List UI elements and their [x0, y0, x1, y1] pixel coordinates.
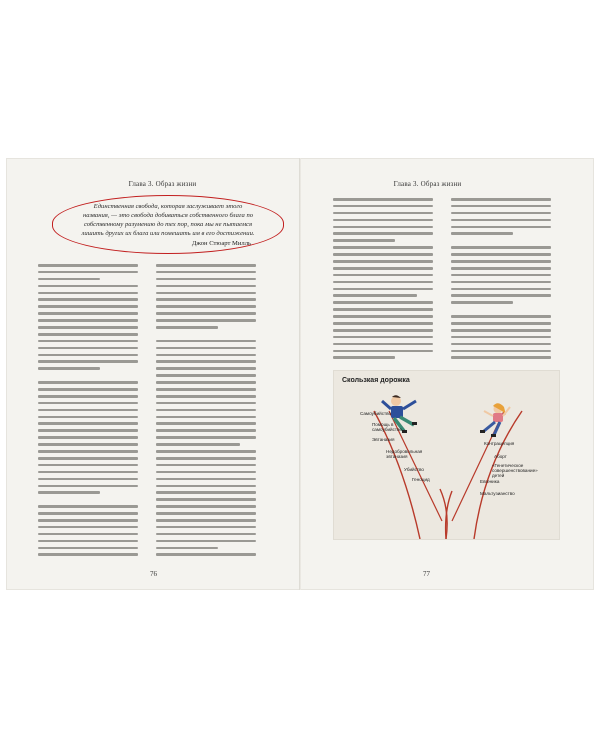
slope-drawing	[334, 371, 559, 539]
right-column-1	[333, 198, 433, 363]
left-column-1	[38, 264, 138, 560]
body-text-line	[333, 205, 433, 208]
body-text-line	[156, 491, 256, 494]
body-text-line	[156, 298, 256, 301]
epigraph-text	[61, 202, 275, 238]
body-text-line	[156, 292, 256, 295]
body-text-line	[451, 226, 551, 229]
body-text-line	[38, 312, 138, 315]
body-text-line	[38, 464, 138, 467]
body-text-line	[156, 367, 256, 370]
slope-label: Аборт	[494, 454, 507, 459]
body-text-line	[156, 478, 256, 481]
body-text-line	[38, 457, 138, 460]
body-text-line	[38, 436, 138, 439]
body-text-line	[451, 336, 551, 339]
body-text-line	[333, 274, 433, 277]
body-text-line	[38, 505, 138, 508]
running-head-right: Глава 3. Образ жизни	[393, 180, 462, 188]
body-text-line	[38, 429, 138, 432]
body-text-line	[333, 281, 433, 284]
body-text-line	[38, 547, 138, 550]
body-text-line	[38, 498, 138, 501]
body-text-line	[156, 395, 256, 398]
body-text-line	[38, 402, 138, 405]
body-text-line	[156, 381, 256, 384]
body-text-line	[156, 264, 256, 267]
body-text-line	[38, 292, 138, 295]
body-text-line	[38, 388, 138, 391]
body-text-line	[451, 232, 513, 235]
body-text-line	[38, 374, 138, 377]
body-text-line	[156, 326, 218, 329]
body-text-line	[333, 288, 433, 291]
epigraph-author: Джон Стюарт Милль	[191, 240, 251, 247]
body-text-line	[38, 443, 138, 446]
epigraph-line: лишить других их блага или помешать им в его достижении.	[81, 230, 255, 237]
body-text-line	[38, 471, 138, 474]
body-text-line	[156, 553, 256, 556]
body-text-line	[451, 308, 551, 311]
body-text-line	[451, 239, 551, 242]
body-text-line	[38, 512, 138, 515]
body-text-line	[38, 381, 138, 384]
body-text-line	[451, 246, 551, 249]
body-text-line	[38, 354, 138, 357]
body-text-line	[451, 315, 551, 318]
body-text-line	[451, 343, 551, 346]
body-text-line	[333, 260, 433, 263]
body-text-line	[333, 226, 433, 229]
body-text-line	[38, 491, 100, 494]
body-text-line	[333, 239, 395, 242]
body-text-line	[333, 356, 395, 359]
body-text-line	[156, 347, 256, 350]
body-text-line	[38, 416, 138, 419]
body-text-line	[333, 315, 433, 318]
body-text-line	[451, 198, 551, 201]
body-text-line	[156, 485, 256, 488]
body-text-line	[333, 198, 433, 201]
body-text-line	[38, 422, 138, 425]
body-text-line	[333, 294, 417, 297]
body-text-line	[451, 322, 551, 325]
body-text-line	[156, 526, 256, 529]
body-text-line	[156, 340, 256, 343]
body-text-line	[38, 485, 138, 488]
slope-label: Помощь в самоубийстве	[372, 422, 402, 433]
slippery-slope-illustration	[333, 370, 560, 540]
body-text-line	[156, 278, 256, 281]
body-text-line	[156, 436, 256, 439]
body-text-line	[156, 312, 256, 315]
body-text-line	[156, 505, 256, 508]
body-text-line	[156, 285, 256, 288]
body-text-line	[38, 519, 138, 522]
slope-label: Евгеника	[480, 479, 500, 484]
body-text-line	[451, 253, 551, 256]
body-text-line	[156, 271, 256, 274]
body-text-line	[333, 267, 433, 270]
body-text-line	[38, 285, 138, 288]
page-number-right: 77	[423, 570, 430, 578]
body-text-line	[38, 333, 138, 336]
body-text-line	[333, 308, 433, 311]
body-text-line	[451, 350, 551, 353]
body-text-line	[156, 429, 256, 432]
body-text-line	[156, 519, 256, 522]
body-text-line	[38, 540, 138, 543]
slope-label: Эвтаназия	[372, 437, 395, 442]
slope-label: Самоубийство	[360, 411, 392, 416]
body-text-line	[156, 305, 256, 308]
body-text-line	[333, 301, 433, 304]
body-text-line	[38, 264, 138, 267]
body-text-line	[38, 278, 100, 281]
body-text-line	[38, 347, 138, 350]
body-text-line	[333, 212, 433, 215]
body-text-line	[333, 219, 433, 222]
body-text-line	[156, 409, 256, 412]
body-text-line	[156, 464, 256, 467]
body-text-line	[156, 388, 256, 391]
slope-label: Мальтузианство	[480, 491, 515, 496]
body-text-line	[451, 329, 551, 332]
body-text-line	[451, 294, 551, 297]
body-text-line	[333, 329, 433, 332]
figure-title: Скользкая дорожка	[342, 377, 410, 384]
running-head-left: Глава 3. Образ жизни	[128, 180, 197, 188]
epigraph-circled	[52, 195, 284, 254]
body-text-line	[451, 267, 551, 270]
body-text-line	[38, 305, 138, 308]
body-text-line	[156, 402, 256, 405]
body-text-line	[451, 356, 551, 359]
body-text-line	[156, 450, 256, 453]
body-text-line	[156, 443, 240, 446]
body-text-line	[38, 360, 138, 363]
epigraph-line: Единственная свобода, которая заслуживает этого	[93, 203, 243, 210]
body-text-line	[156, 457, 256, 460]
body-text-line	[333, 246, 433, 249]
body-text-line	[451, 301, 513, 304]
slope-label: Геноцид	[412, 477, 430, 482]
body-text-line	[156, 360, 256, 363]
body-text-line	[38, 478, 138, 481]
body-text-line	[333, 336, 433, 339]
body-text-line	[38, 340, 138, 343]
body-text-line	[38, 526, 138, 529]
body-text-line	[333, 232, 433, 235]
sliding-woman-figure	[480, 403, 510, 437]
body-text-line	[38, 450, 138, 453]
right-page	[301, 158, 594, 590]
body-text-line	[156, 416, 256, 419]
body-text-line	[333, 322, 433, 325]
body-text-line	[38, 553, 138, 556]
slope-label: Контрацепция	[484, 441, 515, 446]
body-text-line	[38, 319, 138, 322]
right-column-2	[451, 198, 551, 363]
body-text-line	[156, 533, 256, 536]
body-text-line	[156, 540, 256, 543]
body-text-line	[451, 212, 551, 215]
body-text-line	[156, 374, 256, 377]
body-text-line	[451, 260, 551, 263]
body-text-line	[333, 350, 433, 353]
body-text-line	[156, 422, 256, 425]
epigraph-line: названия, — это свобода добиваться собственного блага по	[82, 212, 254, 219]
body-text-line	[156, 498, 256, 501]
body-text-line	[38, 326, 138, 329]
body-text-line	[451, 281, 551, 284]
left-page	[6, 158, 299, 590]
body-text-line	[156, 319, 256, 322]
body-text-line	[38, 533, 138, 536]
body-text-line	[451, 288, 551, 291]
body-text-line	[38, 298, 138, 301]
body-text-line	[451, 274, 551, 277]
book-spread	[6, 158, 594, 590]
body-text-line	[156, 547, 218, 550]
body-text-line	[156, 333, 256, 336]
body-text-line	[156, 354, 256, 357]
body-text-line	[38, 271, 138, 274]
slope-label: Недобровольная эвтаназия	[386, 449, 423, 460]
body-text-line	[38, 367, 100, 370]
body-text-line	[333, 343, 433, 346]
body-text-line	[38, 395, 138, 398]
slope-label: «Генетическое совершенствование» детей	[492, 463, 538, 479]
left-column-2	[156, 264, 256, 560]
body-text-line	[156, 512, 256, 515]
slope-label: Убийство	[404, 467, 424, 472]
body-text-line	[451, 205, 551, 208]
body-text-line	[38, 409, 138, 412]
page-number-left: 76	[150, 570, 157, 578]
body-text-line	[156, 471, 256, 474]
body-text-line	[451, 219, 551, 222]
epigraph-line: собственному разумению до тех пор, пока мы не пытаемся	[83, 221, 253, 228]
body-text-line	[333, 253, 433, 256]
